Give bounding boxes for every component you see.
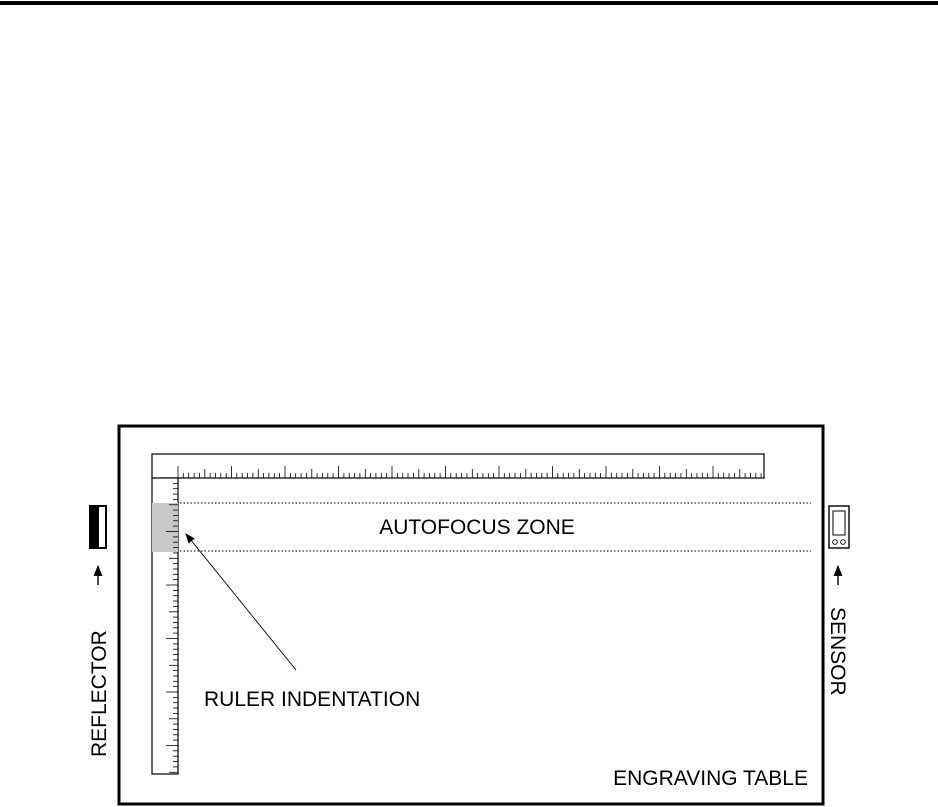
sensor-label: SENSOR — [826, 607, 849, 696]
horizontal-ruler — [152, 454, 764, 478]
reflector-label: REFLECTOR — [88, 630, 111, 757]
ruler-indentation-leader — [186, 534, 296, 670]
engraving-table-outline — [119, 426, 823, 804]
ruler-indentation-label: RULER INDENTATION — [204, 688, 421, 711]
reflector-icon — [90, 506, 106, 548]
sensor-icon — [829, 506, 849, 548]
autofocus-zone-label: AUTOFOCUS ZONE — [379, 516, 575, 539]
engraving-table-label: ENGRAVING TABLE — [613, 767, 808, 790]
